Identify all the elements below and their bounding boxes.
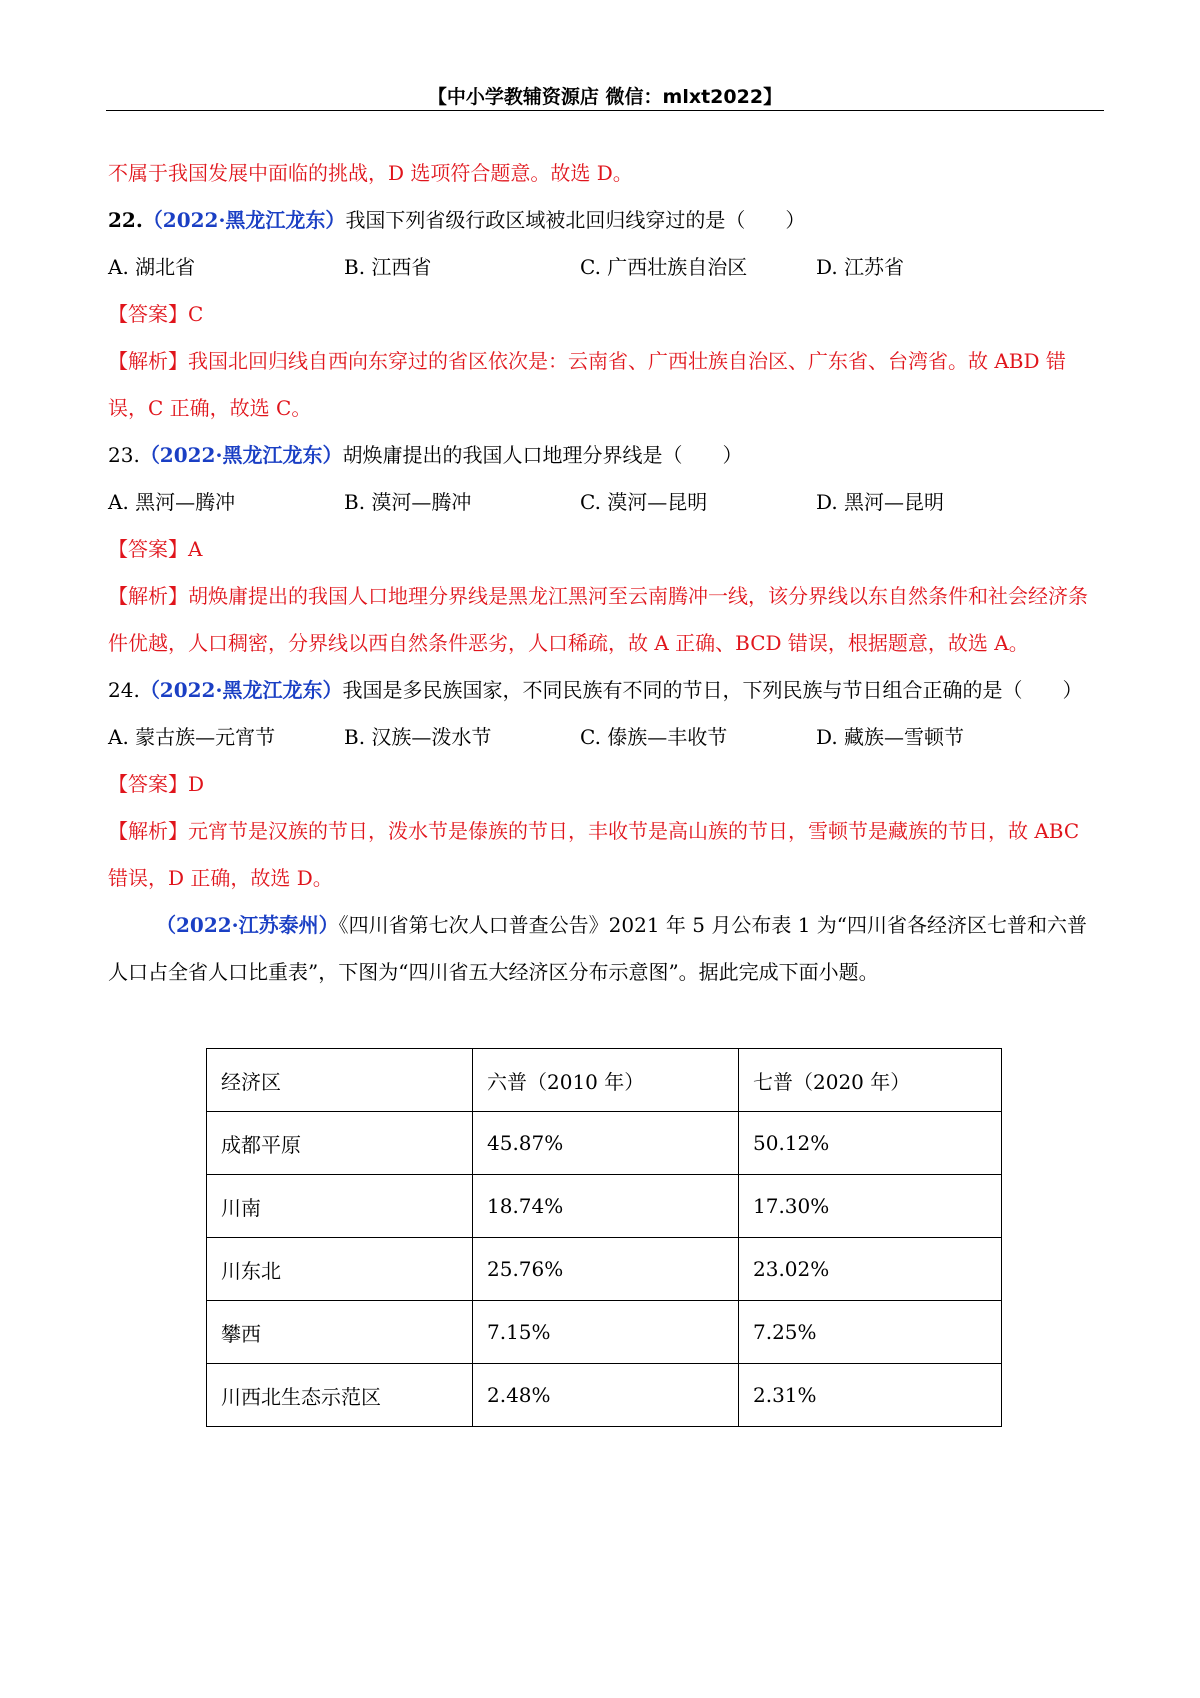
option-a: A. 黑河—腾冲 <box>108 490 236 514</box>
options-row <box>108 714 1098 761</box>
question-number: 23. <box>108 443 140 467</box>
table-row <box>207 1301 1002 1364</box>
table-header-cell: 六普（2010 年） <box>473 1049 739 1112</box>
options-row <box>108 244 1098 291</box>
intro-text: 《四川省第七次人口普查公告》2021 年 5 月公布表 1 为“四川省各经济区七普和六普人口占全省人口比重表”，下图为“四川省五大经济区分布示意图”。据此完成下面小题。 <box>108 913 1087 984</box>
option-a: A. 蒙古族—元宵节 <box>108 725 276 749</box>
option-a: A. 湖北省 <box>108 255 196 279</box>
question-text: 胡焕庸提出的我国人口地理分界线是（ ） <box>342 443 743 467</box>
table-row <box>207 1364 1002 1427</box>
table-cell: 成都平原 <box>207 1112 473 1175</box>
question-stem <box>108 197 1098 244</box>
answer-line <box>108 526 1098 573</box>
option-d: D. 江苏省 <box>816 255 905 279</box>
options-row <box>108 479 1098 526</box>
table-cell: 川东北 <box>207 1238 473 1301</box>
answer-value: D <box>188 772 205 796</box>
option-d: D. 藏族—雪顿节 <box>816 725 965 749</box>
table-cell: 17.30% <box>739 1175 1002 1238</box>
answer-label: 【答案】 <box>108 772 188 796</box>
explanation-text: 元宵节是汉族的节日，泼水节是傣族的节日，丰收节是高山族的节日，雪顿节是藏族的节日，故 ABC 错误，D 正确，故选 D。 <box>108 819 1080 890</box>
table-cell: 25.76% <box>473 1238 739 1301</box>
question-23 <box>108 432 1098 667</box>
explanation-text: 胡焕庸提出的我国人口地理分界线是黑龙江黑河至云南腾冲一线，该分界线以东自然条件和社会经济条件优越，人口稠密，分界线以西自然条件恶劣，人口稀疏，故 A 正确、BCD 错误，根据题意，故选 A。 <box>108 584 1088 655</box>
question-source: （2022·黑龙江龙东） <box>142 208 346 232</box>
table-row <box>207 1175 1002 1238</box>
table-row <box>207 1238 1002 1301</box>
explanation <box>108 573 1098 667</box>
table-cell: 45.87% <box>473 1112 739 1175</box>
explanation <box>108 338 1098 432</box>
question-number: 24. <box>108 678 140 702</box>
table-cell: 2.48% <box>473 1364 739 1427</box>
answer-value: A <box>188 537 203 561</box>
explanation-text: 我国北回归线自西向东穿过的省区依次是：云南省、广西壮族自治区、广东省、台湾省。故 ABD 错误，C 正确，故选 C。 <box>108 349 1066 420</box>
answer-line <box>108 291 1098 338</box>
explanation-label: 【解析】 <box>108 584 188 608</box>
question-stem <box>108 667 1098 714</box>
option-b: B. 汉族—泼水节 <box>344 725 492 749</box>
previous-explanation-tail: 不属于我国发展中面临的挑战，D 选项符合题意。故选 D。 <box>108 161 633 185</box>
answer-value: C <box>188 302 204 326</box>
question-source: （2022·黑龙江龙东） <box>139 443 343 467</box>
document-body <box>108 150 1098 996</box>
table-row <box>207 1112 1002 1175</box>
table-cell: 7.25% <box>739 1301 1002 1364</box>
table-cell: 攀西 <box>207 1301 473 1364</box>
explanation-label: 【解析】 <box>108 349 188 373</box>
question-text: 我国下列省级行政区域被北回归线穿过的是（ ） <box>345 208 806 232</box>
table-cell: 23.02% <box>739 1238 1002 1301</box>
table-header-row <box>207 1049 1002 1112</box>
question-stem <box>108 432 1098 479</box>
explanation-label: 【解析】 <box>108 819 188 843</box>
option-b: B. 江西省 <box>344 255 432 279</box>
table-cell: 2.31% <box>739 1364 1002 1427</box>
table-cell: 18.74% <box>473 1175 739 1238</box>
answer-label: 【答案】 <box>108 537 188 561</box>
page-header: 【中小学教辅资源店 微信：mlxt2022】 <box>427 86 783 108</box>
header-rule <box>106 110 1104 111</box>
answer-label: 【答案】 <box>108 302 188 326</box>
intro-source: （2022·江苏泰州） <box>156 913 339 937</box>
material-intro <box>108 902 1098 996</box>
answer-line <box>108 761 1098 808</box>
table-cell: 川南 <box>207 1175 473 1238</box>
question-24 <box>108 667 1098 902</box>
explanation <box>108 808 1098 902</box>
table-cell: 7.15% <box>473 1301 739 1364</box>
table-cell: 川西北生态示范区 <box>207 1364 473 1427</box>
table-header-cell: 经济区 <box>207 1049 473 1112</box>
question-text: 我国是多民族国家，不同民族有不同的节日，下列民族与节日组合正确的是（ ） <box>342 678 1083 702</box>
population-table <box>206 1048 1002 1427</box>
option-c: C. 傣族—丰收节 <box>580 725 728 749</box>
option-c: C. 漠河—昆明 <box>580 490 708 514</box>
table-cell: 50.12% <box>739 1112 1002 1175</box>
table-header-cell: 七普（2020 年） <box>739 1049 1002 1112</box>
question-22 <box>108 197 1098 432</box>
question-source: （2022·黑龙江龙东） <box>139 678 343 702</box>
option-c: C. 广西壮族自治区 <box>580 255 748 279</box>
option-d: D. 黑河—昆明 <box>816 490 945 514</box>
option-b: B. 漠河—腾冲 <box>344 490 472 514</box>
question-number: 22. <box>108 208 143 232</box>
